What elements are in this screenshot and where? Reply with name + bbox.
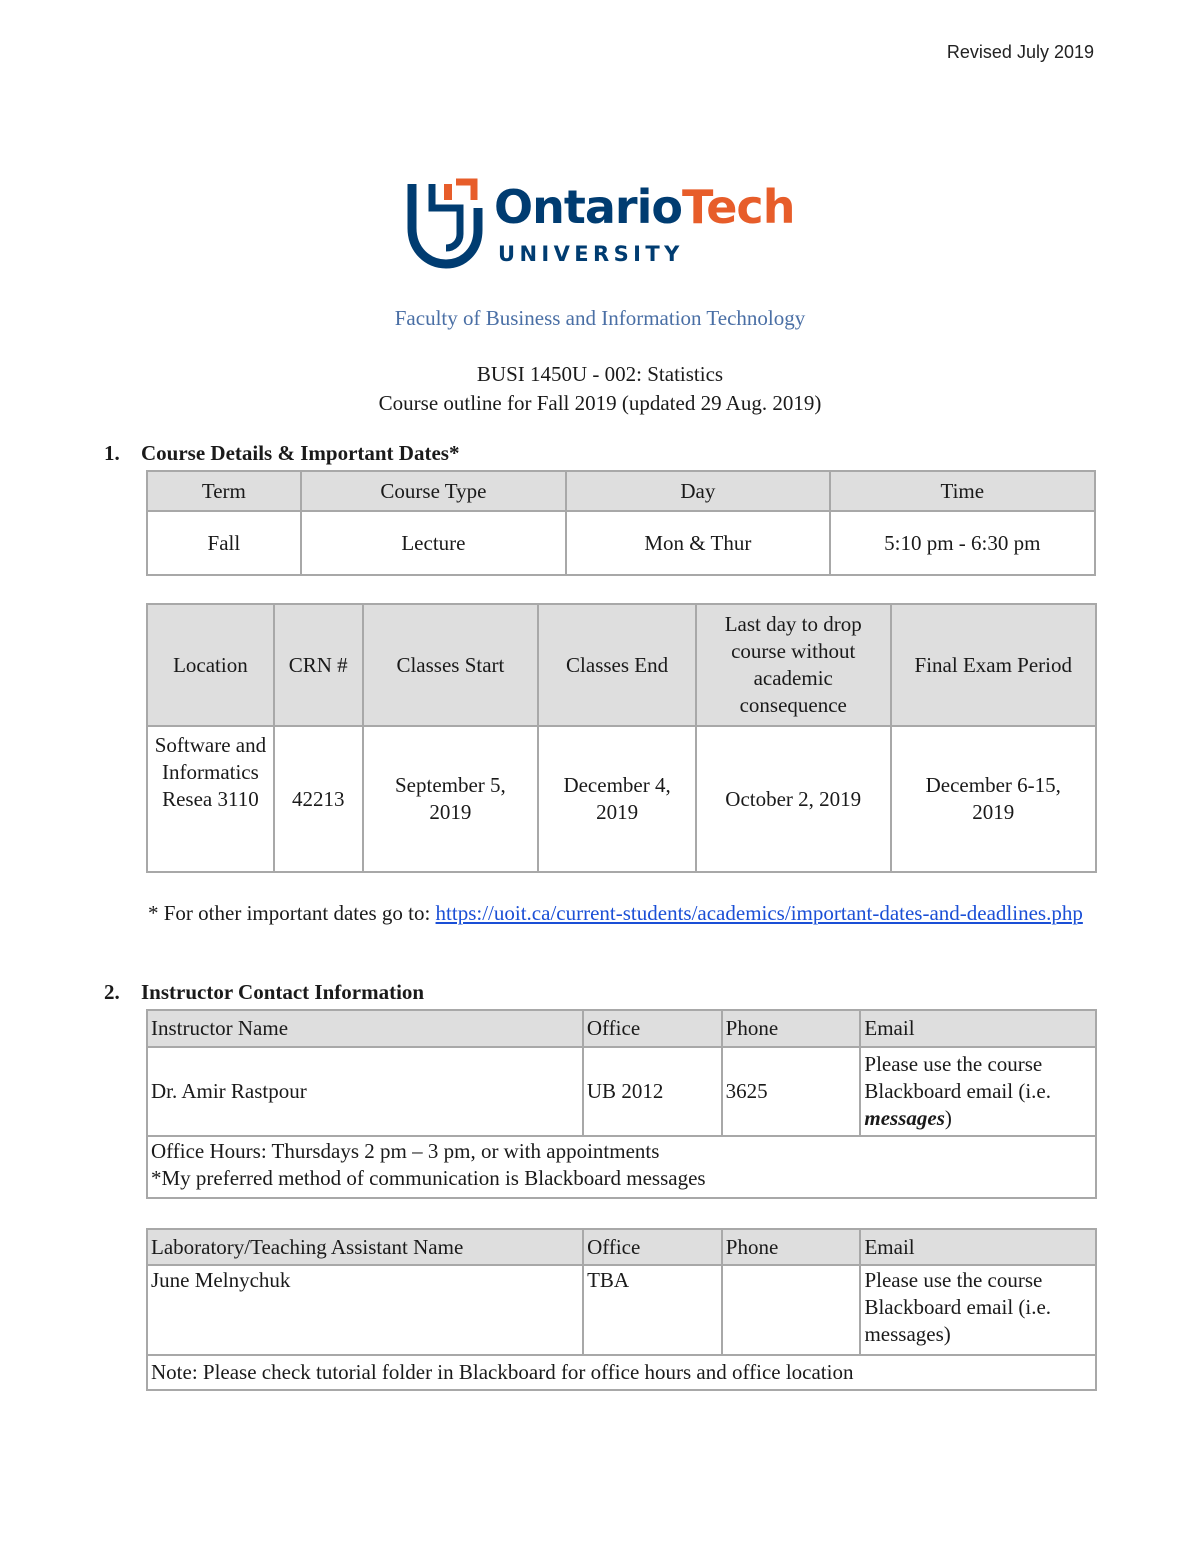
- header-day: Day: [566, 471, 829, 511]
- header-office: Office: [583, 1010, 722, 1047]
- important-dates-table: [146, 603, 1097, 873]
- header-instructor-name: Instructor Name: [147, 1010, 583, 1047]
- header-classes-end: Classes End: [538, 604, 696, 726]
- section-1-heading: 1. Course Details & Important Dates*: [104, 441, 460, 465]
- note-prefix: * For other important dates go to:: [148, 901, 436, 925]
- university-logo: [406, 178, 806, 270]
- course-code: BUSI 1450U - 002: Statistics: [476, 362, 724, 386]
- messages-emphasis: messages: [864, 1106, 945, 1130]
- table-row: [147, 511, 1095, 575]
- header-office: Office: [583, 1229, 722, 1265]
- table-row: [147, 1265, 1096, 1355]
- course-details-table: [146, 470, 1096, 576]
- shield-logo-icon: [406, 178, 486, 270]
- header-ta-name: Laboratory/Teaching Assistant Name: [147, 1229, 583, 1265]
- logo-subtitle: UNIVERSITY: [498, 242, 684, 266]
- revised-date: Revised July 2019: [946, 42, 1094, 62]
- cell-instructor-phone: 3625: [722, 1047, 861, 1136]
- instructor-table: [146, 1009, 1097, 1199]
- header-phone: Phone: [722, 1229, 861, 1265]
- cell-instructor-name: Dr. Amir Rastpour: [147, 1047, 583, 1136]
- ta-table: [146, 1228, 1097, 1391]
- cell-time: 5:10 pm - 6:30 pm: [830, 511, 1095, 575]
- header-course-type: Course Type: [301, 471, 566, 511]
- cell-classes-start: September 5, 2019: [363, 726, 539, 872]
- cell-instructor-email: Please use the course Blackboard email (i.e. messages): [860, 1047, 1096, 1136]
- header-crn: CRN #: [274, 604, 363, 726]
- cell-ta-office: TBA: [583, 1265, 722, 1355]
- ta-note-cell: Note: Please check tutorial folder in Blackboard for office hours and office location: [147, 1355, 1096, 1390]
- ta-note-row: [147, 1355, 1096, 1390]
- course-outline-date: Course outline for Fall 2019 (updated 29 Aug. 2019): [378, 391, 822, 415]
- cell-classes-end: December 4, 2019: [538, 726, 696, 872]
- important-dates-note: [148, 899, 1098, 927]
- table-row: [147, 1047, 1096, 1136]
- cell-location: Software and Informatics Resea 3110: [147, 726, 274, 872]
- office-hours-row: [147, 1136, 1096, 1198]
- header-email: Email: [860, 1229, 1096, 1265]
- faculty-name: Faculty of Business and Information Technology: [394, 306, 806, 330]
- cell-day: Mon & Thur: [566, 511, 829, 575]
- cell-ta-phone: [722, 1265, 861, 1355]
- office-hours-cell: [147, 1136, 1096, 1198]
- header-term: Term: [147, 471, 301, 511]
- important-dates-link[interactable]: https://uoit.ca/current-students/academics/important-dates-and-deadlines.php: [435, 901, 1083, 925]
- cell-ta-name: June Melnychuk: [147, 1265, 583, 1355]
- table-row: [147, 726, 1096, 872]
- course-title: [0, 360, 1200, 418]
- header-location: Location: [147, 604, 274, 726]
- header-email: Email: [860, 1010, 1096, 1047]
- preferred-contact: *My preferred method of communication is Blackboard messages: [151, 1166, 706, 1190]
- cell-ta-email: Please use the course Blackboard email (i.e. messages): [860, 1265, 1096, 1355]
- section-2-heading: 2. Instructor Contact Information: [104, 980, 425, 1004]
- header-classes-start: Classes Start: [363, 604, 539, 726]
- header-last-day-drop: Last day to drop course without academic consequence: [696, 604, 891, 726]
- header-final-exam: Final Exam Period: [891, 604, 1096, 726]
- cell-instructor-office: UB 2012: [583, 1047, 722, 1136]
- header-phone: Phone: [722, 1010, 861, 1047]
- office-hours: Office Hours: Thursdays 2 pm – 3 pm, or with appointments: [151, 1139, 660, 1163]
- logo-wordmark: OntarioTech: [494, 180, 795, 234]
- cell-course-type: Lecture: [301, 511, 566, 575]
- header-time: Time: [830, 471, 1095, 511]
- cell-term: Fall: [147, 511, 301, 575]
- cell-final-exam: December 6-15, 2019: [891, 726, 1096, 872]
- cell-crn: 42213: [274, 726, 363, 872]
- cell-last-day-drop: October 2, 2019: [696, 726, 891, 872]
